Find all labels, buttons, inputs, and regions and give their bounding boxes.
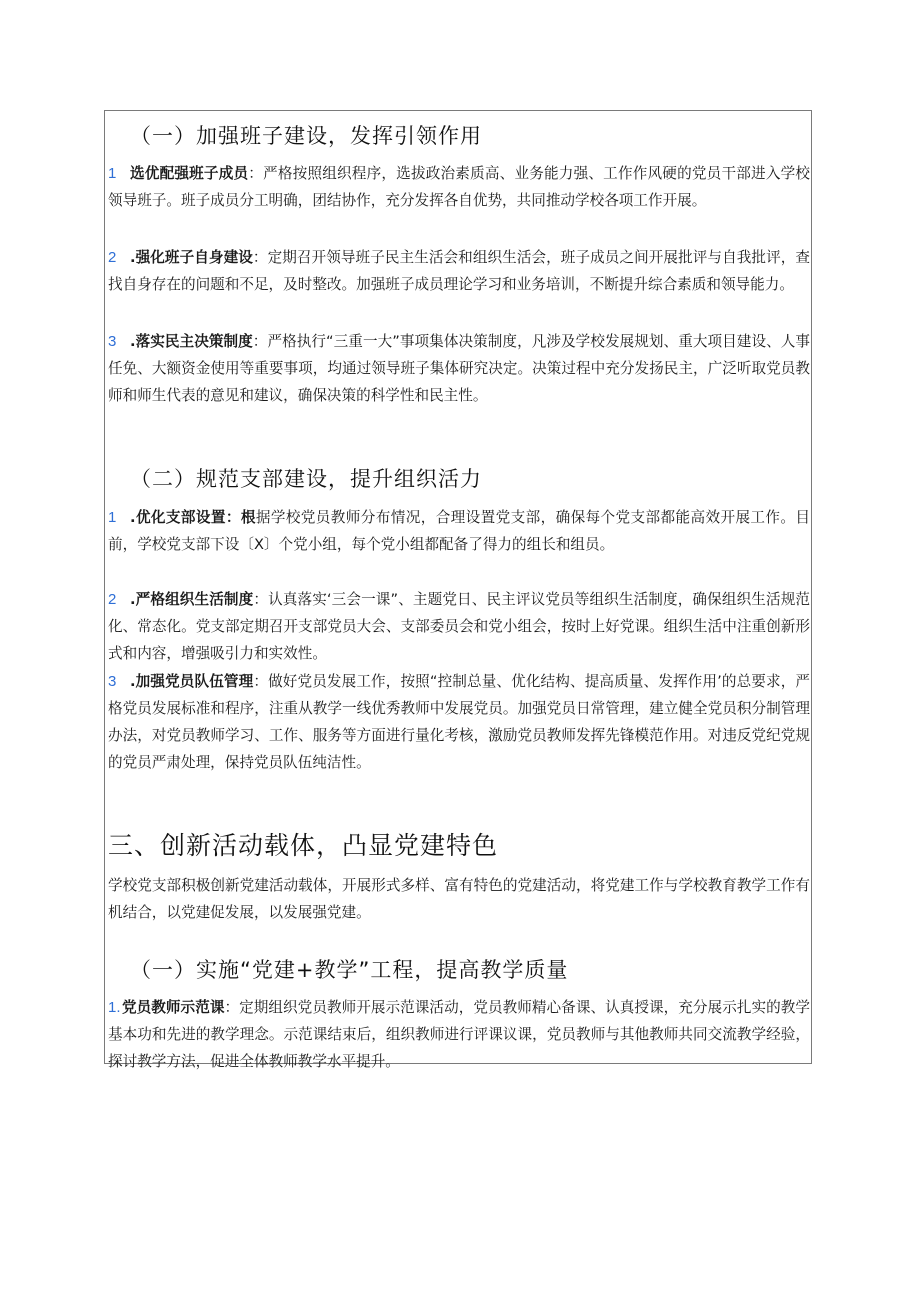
list-item: [108, 244, 810, 298]
item-number: 1: [108, 165, 117, 182]
list-item: [108, 504, 810, 558]
item-title: .优化支部设置：根: [130, 509, 256, 526]
item-text: ：严格执行“三重一大”事项集体决策制度，凡涉及学校发展规划、重大项目建设、人事任免、大额资金使用等重要事项，均通过领导班子集体研究决定。决策过程中充分发扬民主，广泛听取党员教师和师生代表的意见和建议，确保决策的科学性和民主性。: [108, 333, 810, 404]
item-number: 1.: [108, 999, 121, 1016]
item-title: .强化班子自身建设: [130, 249, 253, 266]
item-title: .加强党员队伍管理: [130, 673, 254, 690]
item-number: 1: [108, 509, 117, 526]
item-title: 选优配强班子成员: [130, 165, 249, 182]
list-item: [108, 668, 810, 776]
sub-heading: （一）实施“党建+教学”工程，提高教学质量: [130, 958, 569, 982]
list-item: [108, 328, 810, 409]
item-number: 2: [108, 591, 117, 608]
item-title: .落实民主决策制度: [130, 333, 253, 350]
section-heading-2: （二）规范支部建设，提升组织活力: [130, 467, 482, 491]
item-number: 2: [108, 249, 117, 266]
item-title: .严格组织生活制度: [130, 591, 254, 608]
item-text: ：定期组织党员教师开展示范课活动，党员教师精心备课、认真授课，充分展示扎实的教学基本功和先进的教学理念。示范课结束后，组织教师进行评课议课，党员教师与其他教师共同交流教学经验，探讨教学方法，促进全体教师教学水平提升。: [108, 999, 810, 1070]
item-number: 3: [108, 333, 117, 350]
list-item: [108, 586, 810, 667]
list-item: [108, 994, 810, 1075]
section-heading-1: （一）加强班子建设，发挥引领作用: [130, 124, 482, 148]
part-heading-3: 三、创新活动载体，凸显党建特色: [108, 831, 499, 860]
item-text: ：认真落实‘三会一课”、主题党日、民主评议党员等组织生活制度，确保组织生活规范化、常态化。党支部定期召开支部党员大会、支部委员会和党小组会，按时上好党课。组织生活中注重创新形式和内容，增强吸引力和实效性。: [108, 591, 811, 662]
item-text: ：定期召开领导班子民主生活会和组织生活会，班子成员之间开展批评与自我批评，查找自身存在的问题和不足，及时整改。加强班子成员理论学习和业务培训，不断提升综合素质和领导能力。: [108, 249, 810, 293]
list-item: [108, 160, 810, 214]
intro-paragraph: 学校党支部积极创新党建活动载体，开展形式多样、富有特色的党建活动，将党建工作与学校教育教学工作有机结合，以党建促发展，以发展强党建。: [108, 877, 810, 921]
item-title: 党员教师示范课: [122, 999, 225, 1016]
item-number: 3: [108, 673, 117, 690]
item-text: ：做好党员发展工作，按照“控制总量、优化结构、提高质量、发挥作用’的总要求，严格党员发展标准和程序，注重从教学一线优秀教师中发展党员。加强党员日常管理，建立健全党员积分制管理办法，对党员教师学习、工作、服务等方面进行量化考核，激励党员教师发挥先锋模范作用。对违反党纪党规的党员严肃处理，保持党员队伍纯洁性。: [108, 673, 811, 771]
item-text: ：严格按照组织程序，选拔政治素质高、业务能力强、工作作风硬的党员干部进入学校领导班子。班子成员分工明确，团结协作，充分发挥各自优势，共同推动学校各项工作开展。: [108, 165, 810, 209]
item-text: 据学校党员教师分布情况，合理设置党支部，确保每个党支部都能高效开展工作。目前，学校党支部下设〔X〕个党小组，每个党小组都配备了得力的组长和组员。: [108, 509, 810, 553]
